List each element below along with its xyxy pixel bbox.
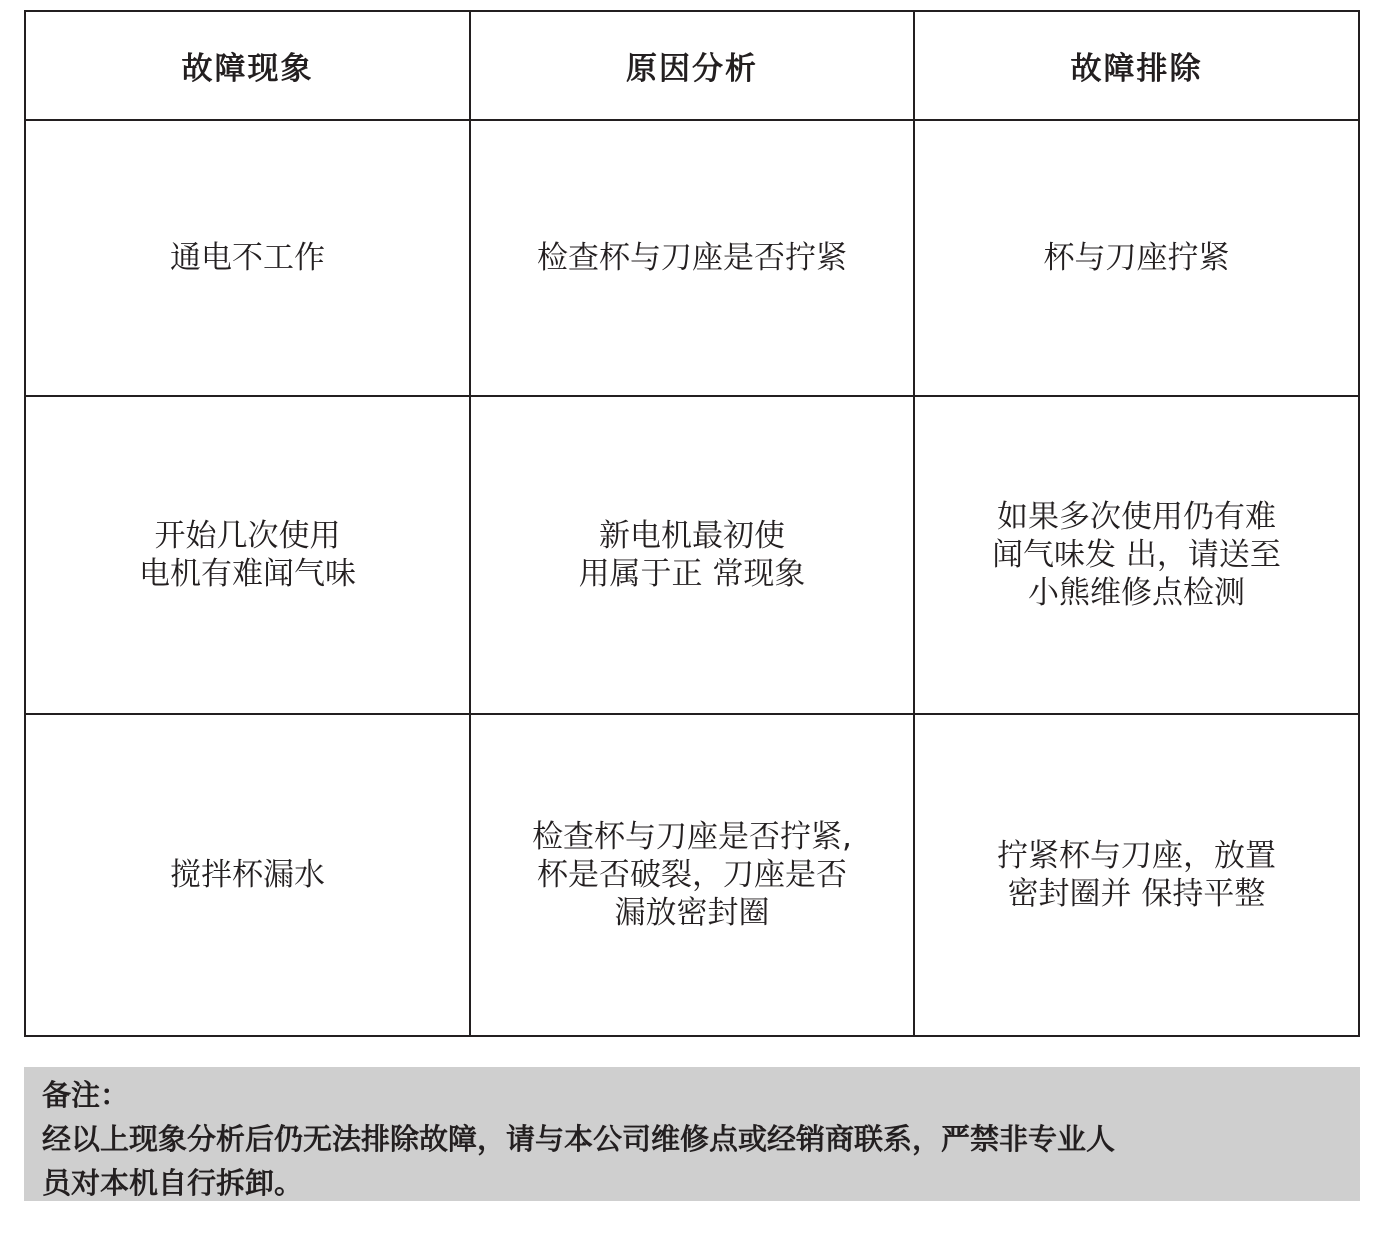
symptom-cell — [25, 714, 470, 1036]
table-row — [25, 714, 1359, 1036]
cause-cell — [470, 714, 914, 1036]
cell-line: 密封圈并 保持平整 — [1007, 876, 1266, 912]
cell-line: 如果多次使用仍有难 — [997, 499, 1276, 535]
note-line: 员对本机自行拆卸。 — [42, 1166, 304, 1200]
table-row — [25, 120, 1359, 396]
note-line: 经以上现象分析后仍无法排除故障，请与本公司维修点或经销商联系，严禁非专业人 — [42, 1122, 1116, 1156]
cause-cell — [470, 396, 914, 714]
cell-line: 用属于正 常现象 — [578, 556, 806, 592]
header-cause: 原因分析 — [470, 11, 914, 120]
cell-line: 检查杯与刀座是否拧紧 — [537, 240, 847, 276]
cell-line: 通电不工作 — [170, 240, 325, 276]
cause-cell — [470, 120, 914, 396]
symptom-cell — [25, 396, 470, 714]
table-header-row — [25, 11, 1359, 120]
note-box — [24, 1067, 1360, 1201]
cell-line: 搅拌杯漏水 — [170, 857, 325, 893]
remedy-cell — [914, 396, 1359, 714]
cell-line: 杯与刀座拧紧 — [1043, 240, 1230, 276]
cell-line: 新电机最初使 — [599, 518, 785, 554]
cell-line: 闻气味发 出，请送至 — [992, 537, 1281, 573]
cell-line: 检查杯与刀座是否拧紧, — [532, 819, 852, 855]
cell-line: 拧紧杯与刀座，放置 — [997, 838, 1276, 874]
symptom-cell — [25, 120, 470, 396]
remedy-cell — [914, 714, 1359, 1036]
cell-line: 小熊维修点检测 — [1028, 575, 1245, 611]
cell-line: 开始几次使用 — [154, 518, 341, 554]
remedy-cell — [914, 120, 1359, 396]
header-remedy: 故障排除 — [914, 11, 1359, 120]
troubleshooting-table — [24, 10, 1360, 1037]
cell-line: 电机有难闻气味 — [139, 556, 356, 592]
header-symptom: 故障现象 — [25, 11, 470, 120]
cell-line: 漏放密封圈 — [614, 895, 770, 931]
cell-line: 杯是否破裂，刀座是否 — [537, 857, 847, 893]
note-title: 备注： — [42, 1078, 130, 1112]
table-row — [25, 396, 1359, 714]
